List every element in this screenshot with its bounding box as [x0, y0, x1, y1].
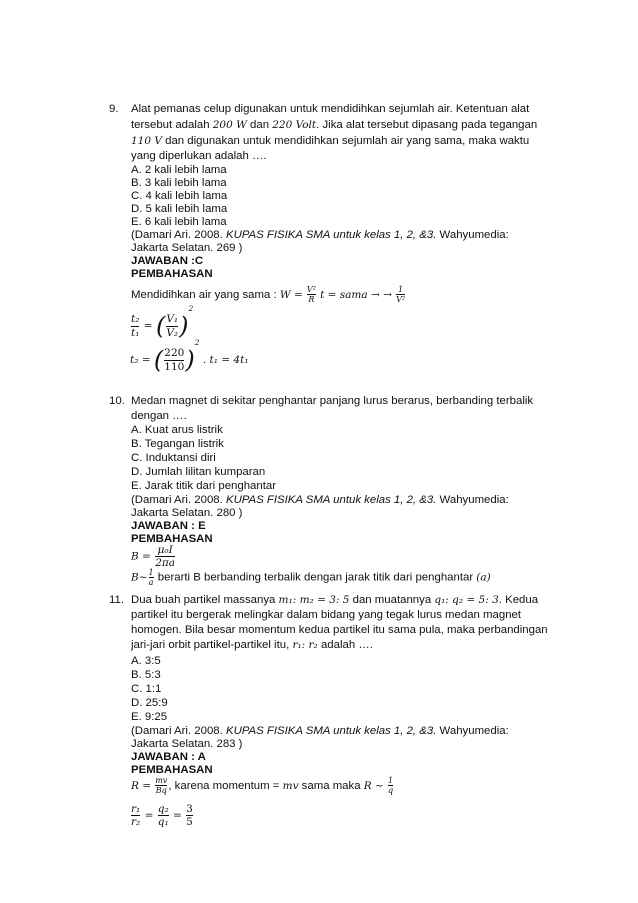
q9-ratio-equation: $\frac{\text{t₂}}{\text{t₁}}$ = ( $\frac{\text{V₁}}{\text{V₂}}$ )$^2$	[131, 304, 194, 340]
q10-answer: JAWABAN : E	[131, 520, 206, 532]
q10-option-c: C. Induktansi diri	[131, 452, 216, 464]
q9-option-c: C. 4 kali lebih lama	[131, 190, 228, 202]
q11-number: 11.	[109, 594, 124, 606]
q11-ratio-equation: $\frac{\text{r₁}}{\text{r₂}}$ = $\frac{\text{q₂}}{\text{q₁}}$ = $\frac{3}{5}$	[131, 803, 193, 829]
q9-voltage-value: 220 Volt	[272, 119, 317, 131]
q9-voltage2-value: 110 V	[131, 135, 162, 147]
q10-option-a: A. Kuat arus listrik	[131, 424, 223, 436]
q10-field-equation: B = $\frac{\text{μ₀I}}{2\pi a}$	[131, 544, 176, 570]
q10-proportion-line: B~ $\frac{1}{a}$ berarti B berbanding terbalik dengan jarak titik dari penghantar (a)	[131, 568, 491, 588]
q11-option-b: B. 5:3	[131, 669, 161, 681]
q9-answer: JAWABAN :C	[131, 255, 204, 267]
q10-option-b: B. Tegangan listrik	[131, 438, 224, 450]
q9-option-d: D. 5 kali lebih lama	[131, 203, 228, 215]
q9-power-value: 200 W	[212, 119, 247, 131]
q11-text-line-3: homogen. Bila besar momentum kedua partikel itu sama pula, maka perbandingan	[131, 624, 548, 636]
q9-result-equation: t₂ = ( $\frac{220}{110}$ )$^2$ . t₁ = 4t₁	[130, 338, 249, 374]
q11-radius-equation: R = $\frac{mv}{Bq}$ , karena momentum = mv sama maka R ~ $\frac{1}{q}$	[131, 776, 394, 796]
q11-answer: JAWABAN : A	[131, 751, 206, 763]
q9-text-line-3: 110 V dan digunakan untuk mendidihkan sejumlah air yang sama, maka waktu	[131, 135, 530, 147]
q11-text-line-4: jari-jari orbit partikel-partikel itu, r₁: r₂ adalah ….	[131, 639, 373, 651]
q11-source-line-1: (Damari Ari. 2008. KUPAS FISIKA SMA untuk kelas 1, 2, &3. Wahyumedia:	[131, 725, 509, 737]
q9-number: 9.	[109, 103, 119, 115]
q11-text-line-2: partikel itu bergerak melingkar dalam bidang yang tegak lurus medan magnet	[131, 609, 522, 621]
q9-text-line-1: Alat pemanas celup digunakan untuk mendidihkan sejumlah air. Ketentuan alat	[131, 103, 530, 115]
q10-source-line-2: Jakarta Selatan. 280 )	[131, 507, 243, 519]
q10-text-line-2: dengan ….	[131, 410, 187, 422]
q11-discussion-heading: PEMBAHASAN	[131, 764, 213, 776]
q9-source-line-1: (Damari Ari. 2008. KUPAS FISIKA SMA untuk kelas 1, 2, &3. Wahyumedia:	[131, 229, 509, 241]
q11-option-d: D. 25:9	[131, 697, 168, 709]
q10-text-line-1: Medan magnet di sekitar penghantar panjang lurus berarus, berbanding terbalik	[131, 395, 534, 407]
q9-solution-line-1: Mendidihkan air yang sama : W = $\frac{\text{V²}}{R}$ t = sama → → $\frac{1}{\text{V²}}$	[131, 285, 406, 305]
q10-option-d: D. Jumlah lilitan kumparan	[131, 466, 266, 478]
q11-option-a: A. 3:5	[131, 655, 161, 667]
q10-option-e: E. Jarak titik dari penghantar	[131, 480, 276, 492]
q9-option-a: A. 2 kali lebih lama	[131, 164, 227, 176]
q10-number: 10.	[109, 395, 125, 407]
q9-option-b: B. 3 kali lebih lama	[131, 177, 227, 189]
q9-source-line-2: Jakarta Selatan. 269 )	[131, 242, 243, 254]
q11-text-line-1: Dua buah partikel massanya m₁: m₂ = 3: 5 dan muatannya q₁: q₂ = 5: 3. Kedua	[131, 594, 539, 606]
q11-option-c: C. 1:1	[131, 683, 162, 695]
q9-text-line-2: tersebut adalah 200 W dan 220 Volt. Jika alat tersebut dipasang pada tegangan	[131, 119, 538, 131]
q10-discussion-heading: PEMBAHASAN	[131, 533, 213, 545]
q11-source-line-2: Jakarta Selatan. 283 )	[131, 738, 243, 750]
q9-discussion-heading: PEMBAHASAN	[131, 268, 213, 280]
q11-option-e: E. 9:25	[131, 711, 168, 723]
q9-text-line-4: yang diperlukan adalah ….	[131, 150, 267, 162]
q10-source-line-1: (Damari Ari. 2008. KUPAS FISIKA SMA untuk kelas 1, 2, &3. Wahyumedia:	[131, 494, 509, 506]
q9-option-e: E. 6 kali lebih lama	[131, 216, 227, 228]
